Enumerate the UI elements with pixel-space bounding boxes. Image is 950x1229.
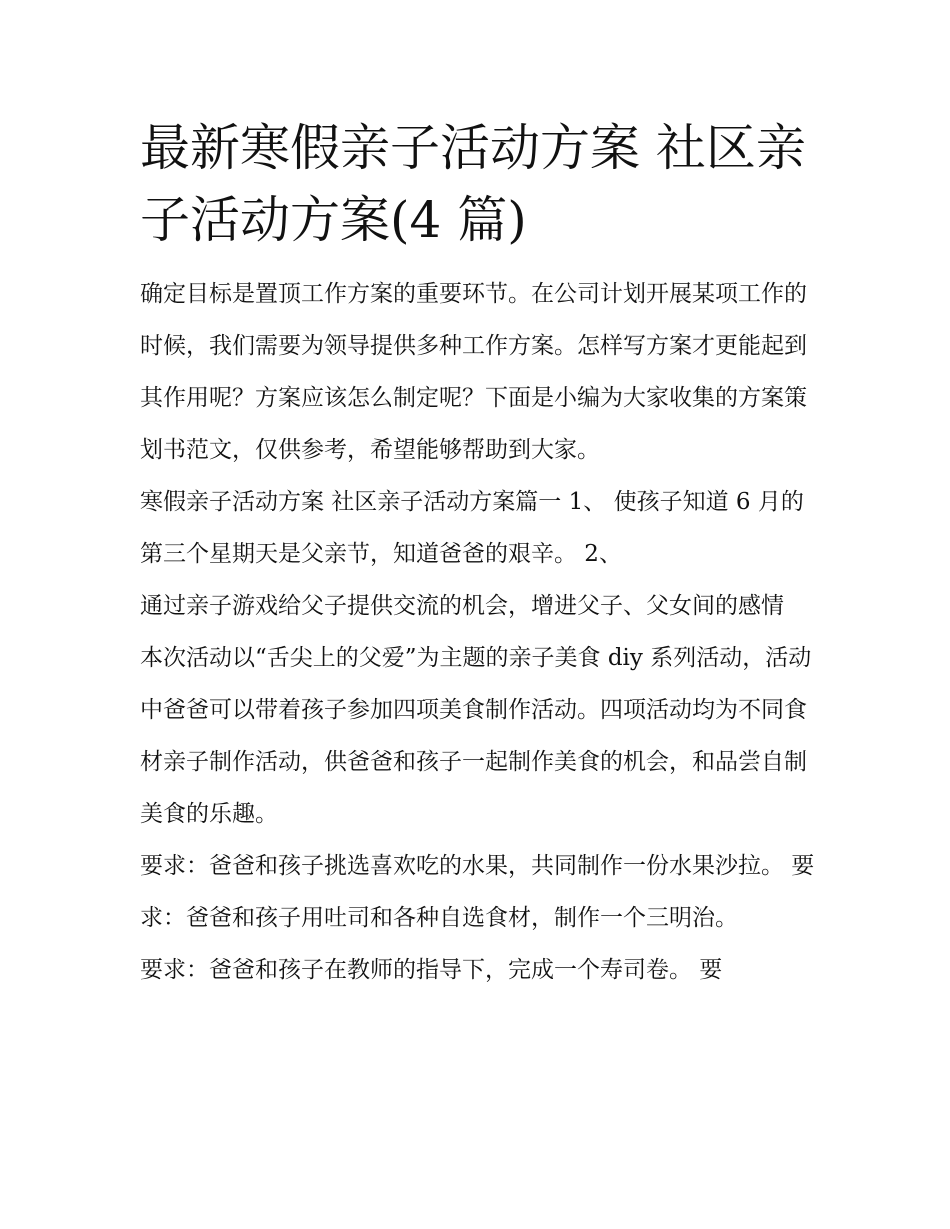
paragraph-intro: 确定目标是置顶工作方案的重要环节。在公司计划开展某项工作的时候，我们需要为领导提供多种工作方案。怎样写方案才更能起到其作用呢？方案应该怎么制定呢？下面是小编为大家收集的方案策划书范文，仅供参考，希望能够帮助到大家。	[140, 281, 807, 463]
document-page	[140, 112, 820, 996]
document-title: 最新寒假亲子活动方案 社区亲子活动方案(4 篇)	[140, 119, 806, 249]
paragraph-requirements-sushi: 要求：爸爸和孩子在教师的指导下，完成一个寿司卷。 要	[140, 957, 723, 983]
paragraph-goal-two: 通过亲子游戏给父子提供交流的机会，增进父子、父女间的感情	[140, 593, 784, 619]
paragraph-requirements-fruit-sandwich: 要求：爸爸和孩子挑选喜欢吃的水果，共同制作一份水果沙拉。 要求：爸爸和孩子用吐司和各种自选食材，制作一个三明治。	[140, 853, 815, 931]
paragraph-activity-description: 本次活动以“舌尖上的父爱”为主题的亲子美食 diy 系列活动，活动中爸爸可以带着孩子参加四项美食制作活动。四项活动均为不同食材亲子制作活动，供爸爸和孩子一起制作美食的机会，和品尝自制美食的乐趣。	[140, 645, 812, 827]
paragraph-section-one: 寒假亲子活动方案 社区亲子活动方案篇一 1、 使孩子知道 6 月的第三个星期天是父亲节，知道爸爸的艰辛。 2、	[140, 489, 804, 567]
